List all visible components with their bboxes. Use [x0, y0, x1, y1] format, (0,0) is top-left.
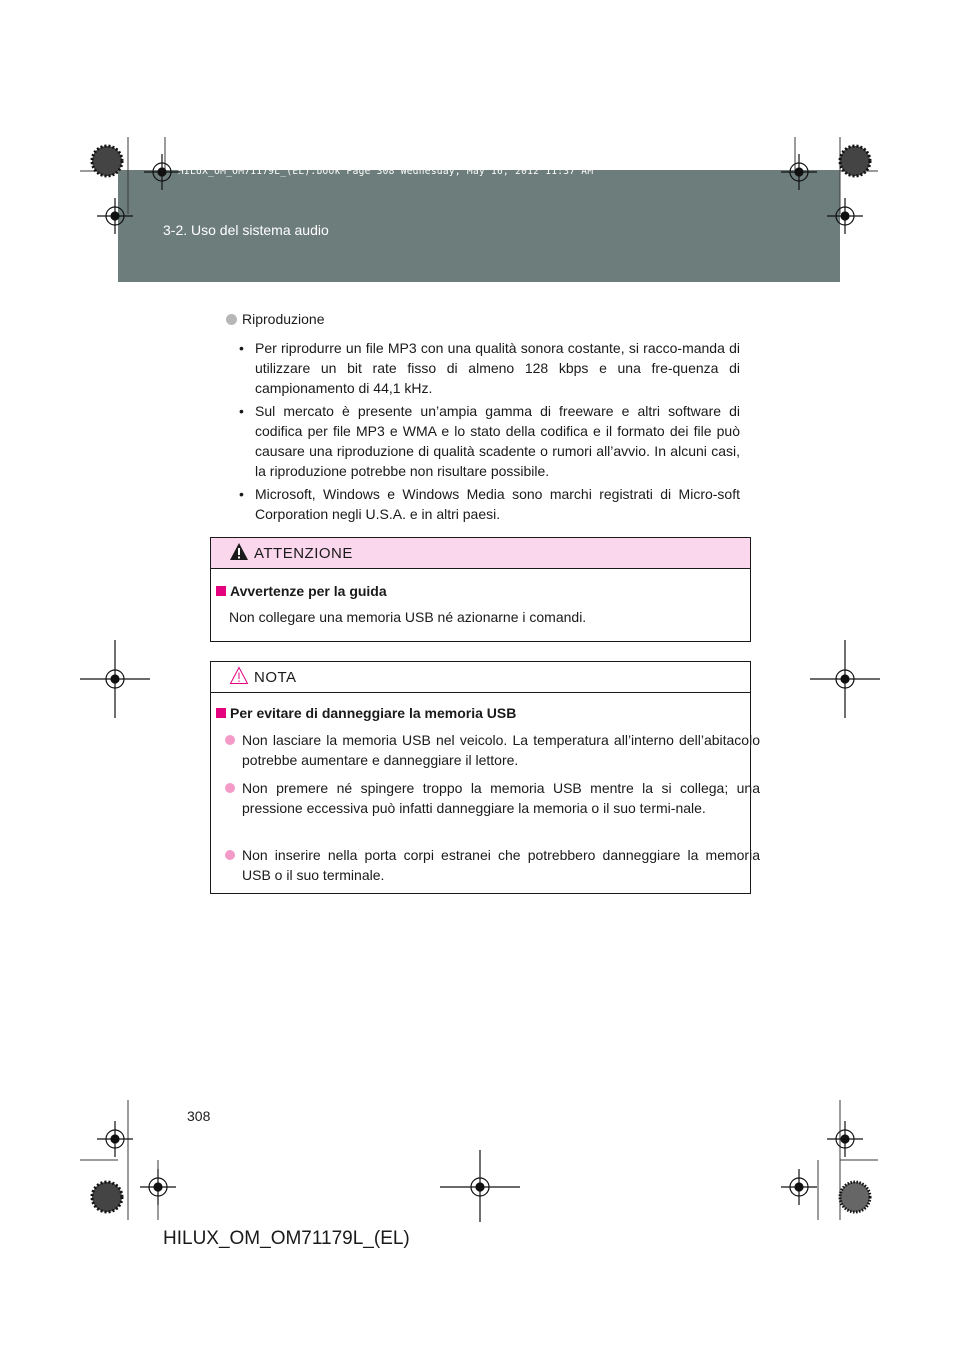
warning-text: Non collegare una memoria USB né azionarne i comandi. — [229, 609, 587, 625]
page-number: 308 — [187, 1108, 211, 1124]
list-item: Non premere né spingere troppo la memoria USB mentre la si collega; una pressione eccessiva può infatti danneggiare la memoria o il suo termi-nale. — [225, 778, 760, 818]
registration-target-icon — [140, 1169, 176, 1205]
bullet-dot-icon — [225, 735, 235, 745]
notice-title: NOTA — [254, 669, 297, 686]
bullet-dot-icon — [226, 314, 237, 325]
manual-id: HILUX_OM_OM71179L_(EL) — [163, 1228, 410, 1249]
warning-subheading: Avvertenze per la guida — [216, 583, 387, 599]
registration-target-icon — [440, 1150, 520, 1222]
playback-section — [226, 309, 740, 524]
registration-target-icon — [827, 1121, 863, 1157]
notice-box — [210, 661, 760, 894]
list-item: Non inserire nella porta corpi estranei che potrebbero danneggiare la memoria USB o il suo terminale. — [225, 845, 760, 885]
list-item: Non lasciare la memoria USB nel veicolo. La temperatura all’interno dell’abitacolo potrebbe aumentare e danneggiare il lettore. — [225, 730, 760, 770]
square-bullet-icon — [216, 708, 226, 718]
section-title: 3-2. Uso del sistema audio — [163, 222, 329, 238]
registration-target-icon — [97, 1121, 133, 1157]
registration-target-icon — [810, 640, 880, 718]
starburst-mark-icon — [840, 1182, 870, 1212]
starburst-mark-icon — [840, 146, 870, 176]
list-item: • Sul mercato è presente un’ampia gamma di freeware e altri software di codifica per file MP3 e WMA e lo stato della codifica e il formato dei file può causare una riproduzione di qualità scadente o rumori all’avvio. In alcuni casi, la riproduzione potrebbe non risultare possibile. — [239, 403, 740, 479]
notice-box-header — [211, 662, 750, 693]
caution-triangle-outline-icon — [229, 666, 249, 685]
list-item: • Per riprodurre un file MP3 con una qualità sonora costante, si racco-manda di utilizzare un bit rate fisso di almeno 128 kbps e una fre-quenza di campionamento di 44,1 kHz. — [239, 340, 740, 396]
bullet-dot-icon — [225, 783, 235, 793]
registration-target-icon — [80, 640, 150, 718]
book-file-stamp: HILUX_OM_OM71179L_(EL).book Page 308 Wednesday, May 16, 2012 11:37 AM — [178, 166, 594, 177]
warning-box-header — [211, 538, 750, 569]
square-bullet-icon — [216, 586, 226, 596]
playback-heading — [226, 309, 740, 329]
warning-triangle-icon — [229, 542, 249, 561]
warning-title: ATTENZIONE — [254, 545, 353, 562]
registration-target-icon — [781, 1169, 817, 1205]
warning-box — [210, 537, 751, 642]
bullet-dot-icon — [225, 850, 235, 860]
list-item: • Microsoft, Windows e Windows Media sono marchi registrati di Micro-soft Corporation negli U.S.A. e in altri paesi. — [239, 486, 740, 522]
starburst-mark-icon — [92, 1182, 122, 1212]
playback-heading-text: Riproduzione — [242, 311, 325, 327]
notice-subheading: Per evitare di danneggiare la memoria USB — [216, 705, 516, 721]
